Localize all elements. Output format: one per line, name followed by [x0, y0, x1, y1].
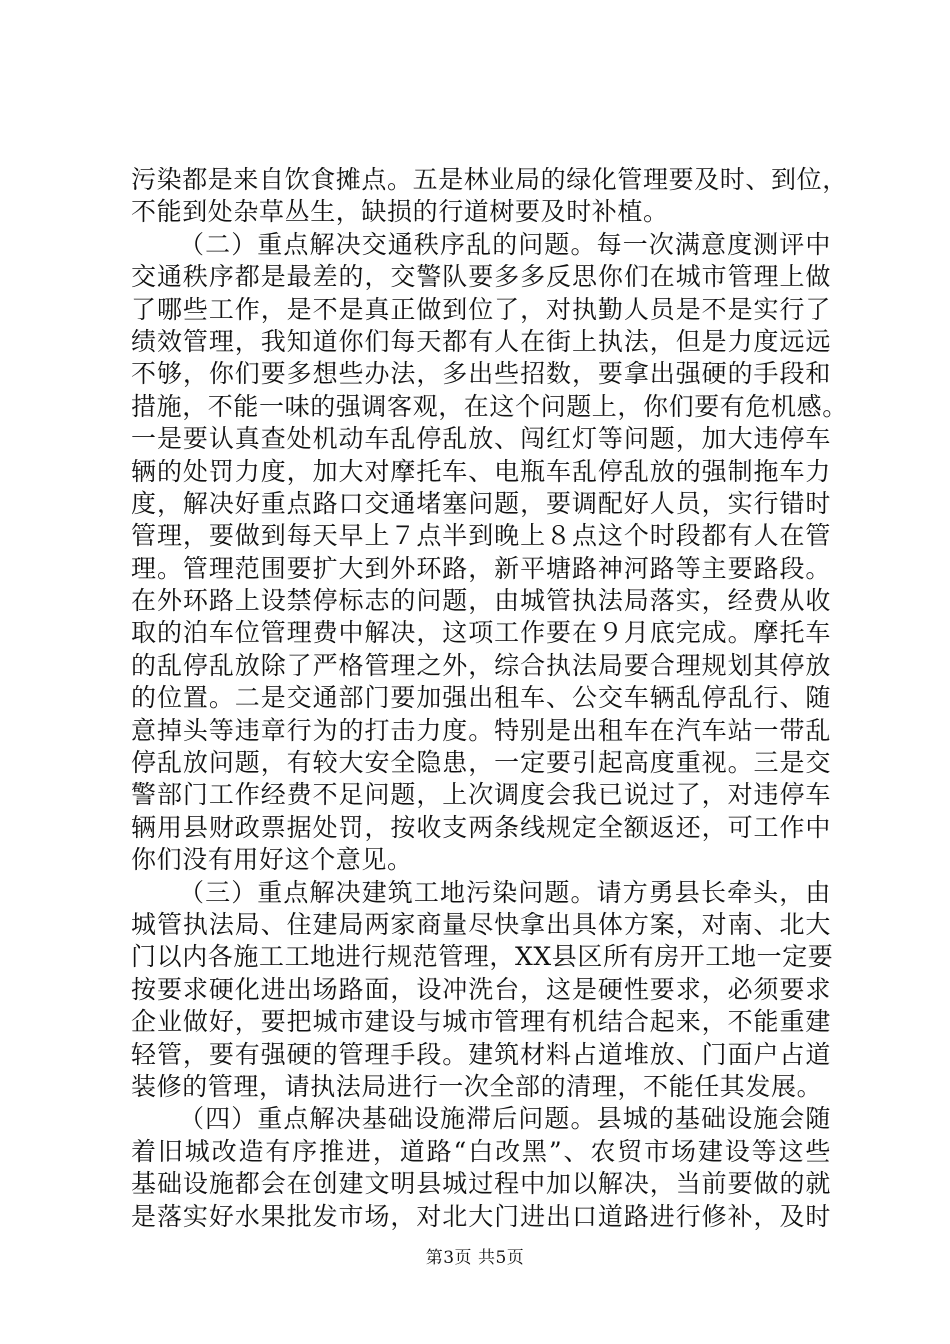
section-heading-line: （四）重点解决基础设施滞后问题。县城的基础设施会随	[179, 1104, 831, 1134]
text-line: 不够，你们要多想些办法，多出些招数，要拿出强硬的手段和	[131, 359, 831, 389]
text-line: 在外环路上设禁停标志的问题，由城管执法局落实，经费从收	[131, 586, 831, 616]
text-line: 措施，不能一味的强调客观，在这个问题上，你们要有危机感。	[131, 391, 848, 421]
text-line: 装修的管理，请执法局进行一次全部的清理，不能任其发展。	[131, 1071, 823, 1101]
document-body	[131, 164, 848, 1233]
text-line: 了哪些工作，是不是真正做到位了，对执勤人员是不是实行了	[131, 294, 831, 324]
text-line: 理。管理范围要扩大到外环路，新平塘路神河路等主要路段。	[131, 553, 831, 583]
text-line: 度，解决好重点路口交通堵塞问题，要调配好人员，实行错时	[131, 488, 831, 518]
text-line: 绩效管理，我知道你们每天都有人在街上执法，但是力度远远	[131, 326, 831, 356]
text-line: 警部门工作经费不足问题，上次调度会我已说过了，对违停车	[131, 780, 831, 810]
text-line: 城管执法局、住建局两家商量尽快拿出具体方案，对南、北大	[131, 909, 831, 939]
text-line: 一是要认真查处机动车乱停乱放、闯红灯等问题，加大违停车	[131, 424, 831, 454]
section-heading-line: （二）重点解决交通秩序乱的问题。每一次满意度测评中	[179, 229, 831, 259]
text-line: 的乱停乱放除了严格管理之外，综合执法局要合理规划其停放	[131, 650, 831, 680]
text-line: 停乱放问题，有较大安全隐患，一定要引起高度重视。三是交	[131, 748, 831, 778]
section-heading-line: （三）重点解决建筑工地污染问题。请方勇县长牵头，由	[179, 877, 831, 907]
text-line: 的位置。二是交通部门要加强出租车、公交车辆乱停乱行、随	[131, 683, 831, 713]
text-line: 着旧城改造有序推进，道路“白改黑”、农贸市场建设等这些	[131, 1136, 831, 1166]
text-line: 是落实好水果批发市场，对北大门进出口道路进行修补，及时	[131, 1201, 831, 1231]
text-line: 污染都是来自饮食摊点。五是林业局的绿化管理要及时、到位，	[131, 165, 848, 194]
text-line: 辆的处罚力度，加大对摩托车、电瓶车乱停乱放的强制拖车力	[131, 456, 831, 486]
page-number-footer: 第3页 共5页	[425, 1248, 525, 1268]
text-line: 取的泊车位管理费中解决，这项工作要在９月底完成。摩托车	[131, 618, 831, 648]
text-line: 你们没有用好这个意见。	[131, 845, 413, 875]
text-line: 门以内各施工工地进行规范管理，XX县区所有房开工地一定要	[131, 942, 834, 972]
text-line: 基础设施都会在创建文明县城过程中加以解决，当前要做的就	[131, 1169, 831, 1199]
text-line: 交通秩序都是最差的，交警队要多多反思你们在城市管理上做	[131, 262, 831, 292]
text-line: 轻管，要有强硬的管理手段。建筑材料占道堆放、门面户占道	[131, 1039, 831, 1069]
text-line: 按要求硬化进出场路面，设冲洗台，这是硬性要求，必须要求	[131, 974, 831, 1004]
text-line: 意掉头等违章行为的打击力度。特别是出租车在汽车站一带乱	[131, 715, 831, 745]
text-line: 企业做好，要把城市建设与城市管理有机结合起来，不能重建	[131, 1007, 831, 1037]
text-line: 管理，要做到每天早上７点半到晚上８点这个时段都有人在管	[131, 521, 831, 551]
text-line: 不能到处杂草丛生，缺损的行道树要及时补植。	[131, 197, 669, 227]
text-line: 辆用县财政票据处罚，按收支两条线规定全额返还，可工作中	[131, 812, 831, 842]
